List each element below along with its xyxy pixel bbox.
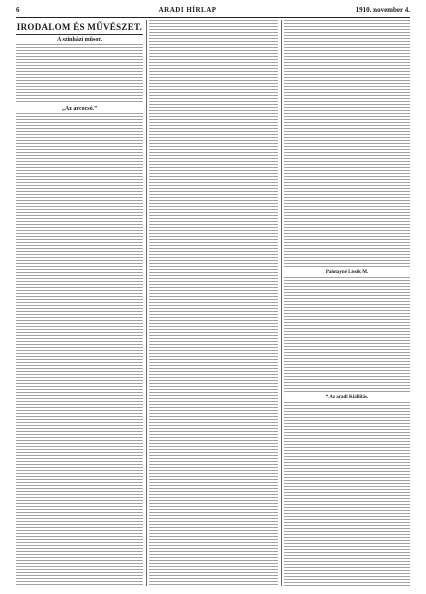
article-title: Palotayné Lissik M. [325, 270, 369, 275]
article-title: A színházi műsor. [57, 37, 102, 43]
header-rule [16, 17, 410, 18]
page-number: 6 [16, 6, 20, 14]
column-3 [284, 20, 410, 586]
issue-date: 1910. november 4. [355, 6, 410, 14]
article-text [16, 44, 143, 104]
page-header [16, 4, 410, 16]
paper-title: ARADI HÍRLAP [158, 6, 217, 14]
section-title: IRODALOM ÉS MŰVÉSZET. [16, 22, 143, 32]
article-text [284, 277, 410, 393]
column-divider [281, 20, 282, 586]
section-rule [16, 34, 143, 35]
column-2 [149, 20, 278, 586]
article-text [16, 113, 143, 586]
article-text [284, 20, 410, 268]
article-text [149, 20, 278, 586]
column-1 [16, 20, 143, 586]
article-text [284, 402, 410, 586]
article-title: „Az arcocsó.” [61, 106, 98, 112]
article-title: * Az aradi Kiállítás. [325, 395, 369, 400]
column-divider [146, 20, 147, 586]
